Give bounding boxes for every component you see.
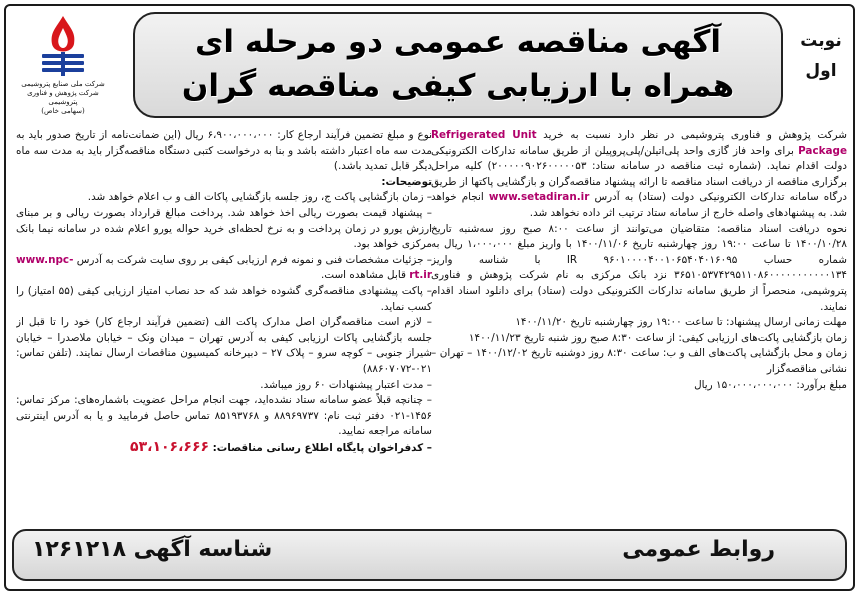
- company-logo: [14, 14, 112, 122]
- note-validity: – مدت اعتبار پیشنهادات ۶۰ روز میباشد.: [260, 378, 432, 391]
- footer-bar: [12, 529, 847, 581]
- title-box: [133, 12, 783, 118]
- title-line-1: آگهی مناقصه عمومی دو مرحله ای: [194, 24, 722, 60]
- tender-code-value: ۵۳،۱۰۶،۶۶۶: [130, 438, 210, 455]
- note-registration: – چنانچه قبلاً عضو سامانه ستاد نشده‌اید، جهت انجام مراحل عضویت باشماره‌های: مرکز تماس: ۱۴۵۶-۰۲۱ دفتر ثبت نام: ۸۸۹۶۹۷۳۷ و ۸۵۱۹۳۷۶۸ تماس حاصل فرمایید و یا به آدرس اینترنتی سامانه مراجعه نمایید.: [16, 394, 432, 438]
- notes-heading: توضیحات:: [381, 175, 432, 188]
- public-relations: روابط عمومی: [622, 537, 775, 562]
- logo-caption-3: (سهامی خاص): [41, 107, 85, 115]
- intro-text-a: شرکت پژوهش و فناوری پتروشیمی در نظر دارد نسبت به خرید: [543, 129, 847, 141]
- note-envelope-c: – زمان بازگشایی پاکت ج، روز جلسه بازگشایی پاکات الف و ب اعلام خواهد شد.: [87, 191, 432, 204]
- tender-ad: [4, 4, 855, 591]
- envelope-opening-time: زمان و محل بازگشایی پاکت‌های الف و ب: ساعت ۸:۳۰ روز دوشنبه تاریخ ۱۴۰۰/۱۲/۰۲ – تهران – نشانی مناقصه‌گزار: [431, 347, 847, 375]
- note-specs-text-a: – جزئیات مشخصات فنی و نمونه فرم ارزیابی کیفی بر روی سایت شرکت به آدرس: [76, 253, 432, 266]
- publication-round: نوبت اول: [800, 31, 842, 81]
- logo-caption-1: شرکت ملی صنایع پتروشیمی: [21, 80, 105, 88]
- guarantee-paragraph: نوع و مبلغ تضمین فرآیند ارجاع کار: ۶،۹۰۰،۰۰۰،۰۰۰ ریال (این ضمانت‌نامه از تاریخ صدور باید به مدت سه ماه اعتبار داشته باشد و بنا به درخواست کتبی دستگاه مناقصه‌گزار باید به مدت سه ماه دیگر قابل تمدید باشد.): [16, 129, 432, 173]
- right-column: [431, 128, 847, 528]
- product-name: Refrigerated Unit Package: [431, 129, 847, 157]
- intro-text-c: انجام خواهد شد. به پیشنهادهای واصله خارج از سامانه ستاد ترتیب اثر داده نخواهد شد.: [431, 191, 847, 219]
- note-quality-score: – پاکت پیشنهادی مناقصه‌گری گشوده خواهد شد که حد نصاب امتیاز ارزیابی کیفی (۵۵ امتیاز) را کسب نماید.: [16, 284, 432, 313]
- note-specs: [16, 253, 432, 284]
- setad-website-link[interactable]: www.setadiran.ir: [488, 191, 590, 204]
- note-documents: – لازم است مناقصه‌گران اصل مدارک پاکت الف (تضمین فرآیند ارجاع کار) خود را تا قبل از جلسه بازگشایی پاکات ارزیابی کیفی به آدرس تهران – میدان ونک – خیابان ملاصدرا – خیابان شیراز جنوبی – کوچه سرو – پلاک ۲۷ – دبیرخانه کمیسیون مناقصات ارسال نمایند. (تلفن تماس: ۰۲۱-۸۸۶۰۷۰۷۲): [16, 316, 432, 375]
- intro-paragraph: [431, 128, 847, 222]
- estimated-amount: مبلغ برآورد: ۱۵۰،۰۰۰،۰۰۰،۰۰۰ ریال: [694, 378, 847, 391]
- title-line-2: همراه با ارزیابی کیفی مناقصه گران: [181, 68, 735, 104]
- quality-opening-time: زمان بازگشایی پاکت‌های ارزیابی کیفی: از ساعت ۸:۳۰ صبح روز شنبه تاریخ ۱۴۰۰/۱۱/۲۳: [468, 331, 847, 344]
- intro-text-b: برای واحد فاز گازی واحد پلی‌اتیلن/پلی‌پروپیلن از طریق سامانه تدارکات الکترونیکی دولت اقدام نماید. (شماره ثبت مناقصه در سامانه ستاد: ۲۰۰۰۰۰۹۰۲۶۰۰۰۰۰۵۳) کلیه مراحل برگزاری مناقصه از دریافت اسناد مناقصه تا ارائه پیشنهاد مناقصه‌گران و بازگشایی پاکتها از طریق درگاه سامانه تدارکات الکترونیکی دولت (ستاد) به آدرس: [431, 144, 847, 204]
- left-column: [16, 128, 432, 528]
- flame-logo-icon: [28, 14, 98, 80]
- ad-body: [12, 128, 847, 528]
- tender-code: [16, 440, 432, 457]
- note-price: – پیشنهاد قیمت بصورت ریالی اخذ خواهد شد. پرداخت مبالغ قرارداد بصورت ریالی و بر مبنای ارزش یورو در زمان پرداخت و به نرخ لحظه‌ای خرید حواله یورو اعلام شده در سامانه نیما بانک مرکزی خواهد بود.: [16, 206, 432, 251]
- document-receipt-paragraph: نحوه دریافت اسناد مناقصه: متقاضیان می‌توانند از ساعت ۸:۰۰ صبح روز سه‌شنبه تاریخ ۱۴۰۰/۱۰/۲۸ تا ساعت ۱۹:۰۰ روز چهارشنبه تاریخ ۱۴۰۰/۱۱/۰۶ با واریز مبلغ ۱،۰۰۰،۰۰۰ ریال به شماره حساب IR ۹۶۰۱۰۰۰۰۴۰۰۱۰۶۵۴۰۴۰۱۶۰۹۵ با شناسه واریز ۳۶۵۱۰۵۳۷۴۲۹۵۱۱۰۸۶۰۰۰۰۰۰۰۰۰۰۰۱۳۴ نزد بانک مرکزی به نام شرکت پژوهش و فناوری پتروشیمی، منحصراً از طریق سامانه تدارکات الکترونیکی دولت (ستاد) برای دانلود اسناد اقدام نمایند.: [431, 222, 847, 313]
- note-specs-text-b: قابل مشاهده است.: [320, 269, 406, 282]
- company-website-link[interactable]: www.npc-rt.ir: [16, 253, 432, 282]
- submission-deadline: مهلت زمانی ارسال پیشنهاد: تا ساعت ۱۹:۰۰ روز چهارشنبه تاریخ ۱۴۰۰/۱۱/۲۰: [515, 316, 847, 329]
- tender-code-label: – کدفراخوان پایگاه اطلاع رسانی مناقصات:: [212, 441, 432, 454]
- logo-caption-2: شرکت پژوهش و فناوری پتروشیمی: [27, 89, 99, 106]
- ad-identifier: شناسه آگهی ۱۲۶۱۲۱۸: [32, 537, 273, 562]
